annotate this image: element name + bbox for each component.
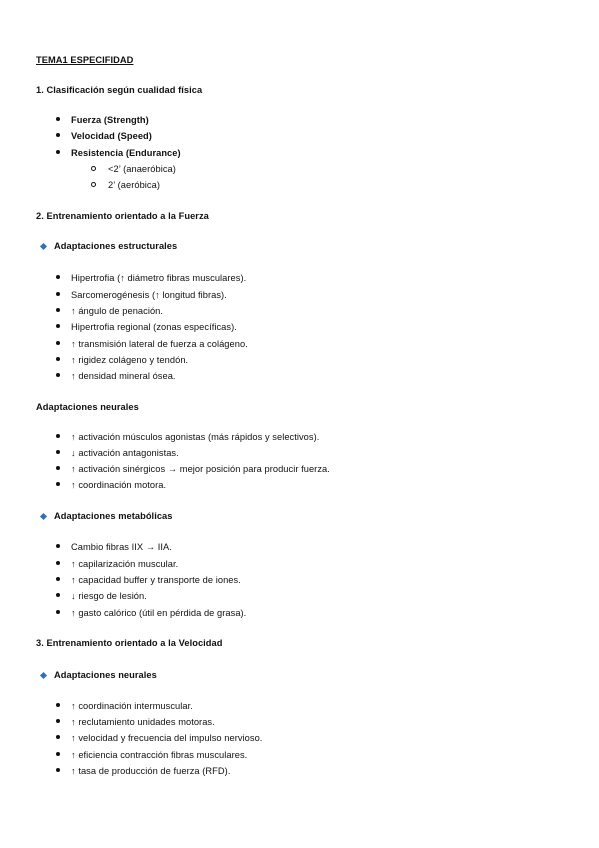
list-item: ↑ velocidad y frecuencia del impulso nervioso. [71,732,262,744]
list-item: ↑ activación músculos agonistas (más rápidos y selectivos). [71,431,319,443]
subsection-heading-neurales: Adaptaciones neurales [36,402,139,412]
section-3-heading: 3. Entrenamiento orientado a la Velocidad [36,638,223,648]
bullet-dot-icon [56,434,60,438]
document-title: TEMA1 ESPECIFIDAD [36,55,134,65]
list-item: ↓ activación antagonistas. [71,447,179,459]
bullet-dot-icon [56,450,60,454]
bullet-dot-icon [56,610,60,614]
list-item: ↑ rigidez colágeno y tendón. [71,354,188,366]
list-item: ↑ capilarización muscular. [71,558,178,570]
list-item: ↑ tasa de producción de fuerza (RFD). [71,765,230,777]
list-item: Hipertrofia (↑ diámetro fibras musculares). [71,272,246,284]
section-1-heading: 1. Clasificación según cualidad física [36,85,203,95]
list-item: Fuerza (Strength) [71,114,149,126]
bullet-dot-icon [56,275,60,279]
bullet-dot-icon [56,544,60,548]
bullet-dot-icon [56,324,60,328]
diamond-bullet-icon [40,242,47,249]
list-item: ↑ coordinación motora. [71,479,166,491]
bullet-dot-icon [56,752,60,756]
bullet-dot-icon [56,593,60,597]
bullet-dot-icon [56,117,60,121]
bullet-dot-icon [56,561,60,565]
sub-list-item: 2’ (aeróbica) [108,179,160,191]
bullet-dot-icon [56,292,60,296]
subsection-heading-metabolicas: Adaptaciones metabólicas [54,510,172,522]
list-item: ↑ gasto calórico (útil en pérdida de grasa). [71,607,246,619]
bullet-circle-icon [91,166,96,171]
bullet-dot-icon [56,735,60,739]
diamond-bullet-icon [40,671,47,678]
section-2-heading: 2. Entrenamiento orientado a la Fuerza [36,211,209,221]
list-item: ↑ capacidad buffer y transporte de iones. [71,574,241,586]
list-item: Hipertrofia regional (zonas específicas). [71,321,237,333]
bullet-dot-icon [56,466,60,470]
bullet-dot-icon [56,768,60,772]
bullet-dot-icon [56,482,60,486]
list-item: ↓ riesgo de lesión. [71,590,147,602]
bullet-dot-icon [56,357,60,361]
list-item: ↑ coordinación intermuscular. [71,700,193,712]
bullet-dot-icon [56,373,60,377]
bullet-dot-icon [56,719,60,723]
list-item: ↑ eficiencia contracción fibras musculares. [71,749,247,761]
list-item: Sarcomerogénesis (↑ longitud fibras). [71,289,227,301]
bullet-dot-icon [56,577,60,581]
list-item: ↑ transmisión lateral de fuerza a colágeno. [71,338,248,350]
bullet-dot-icon [56,150,60,154]
list-item: Velocidad (Speed) [71,130,152,142]
bullet-dot-icon [56,703,60,707]
subsection-heading-neurales-velocidad: Adaptaciones neurales [54,669,157,681]
bullet-dot-icon [56,308,60,312]
bullet-circle-icon [91,182,96,187]
diamond-bullet-icon [40,512,47,519]
list-item: Cambio fibras IIX → IIA. [71,541,172,553]
list-item: ↑ reclutamiento unidades motoras. [71,716,215,728]
bullet-dot-icon [56,341,60,345]
sub-list-item: <2’ (anaeróbica) [108,163,176,175]
list-item: ↑ ángulo de penación. [71,305,163,317]
subsection-heading-estructurales: Adaptaciones estructurales [54,240,177,252]
list-item: ↑ activación sinérgicos → mejor posición para producir fuerza. [71,463,330,475]
list-item: Resistencia (Endurance) [71,147,181,159]
bullet-dot-icon [56,133,60,137]
list-item: ↑ densidad mineral ósea. [71,370,176,382]
